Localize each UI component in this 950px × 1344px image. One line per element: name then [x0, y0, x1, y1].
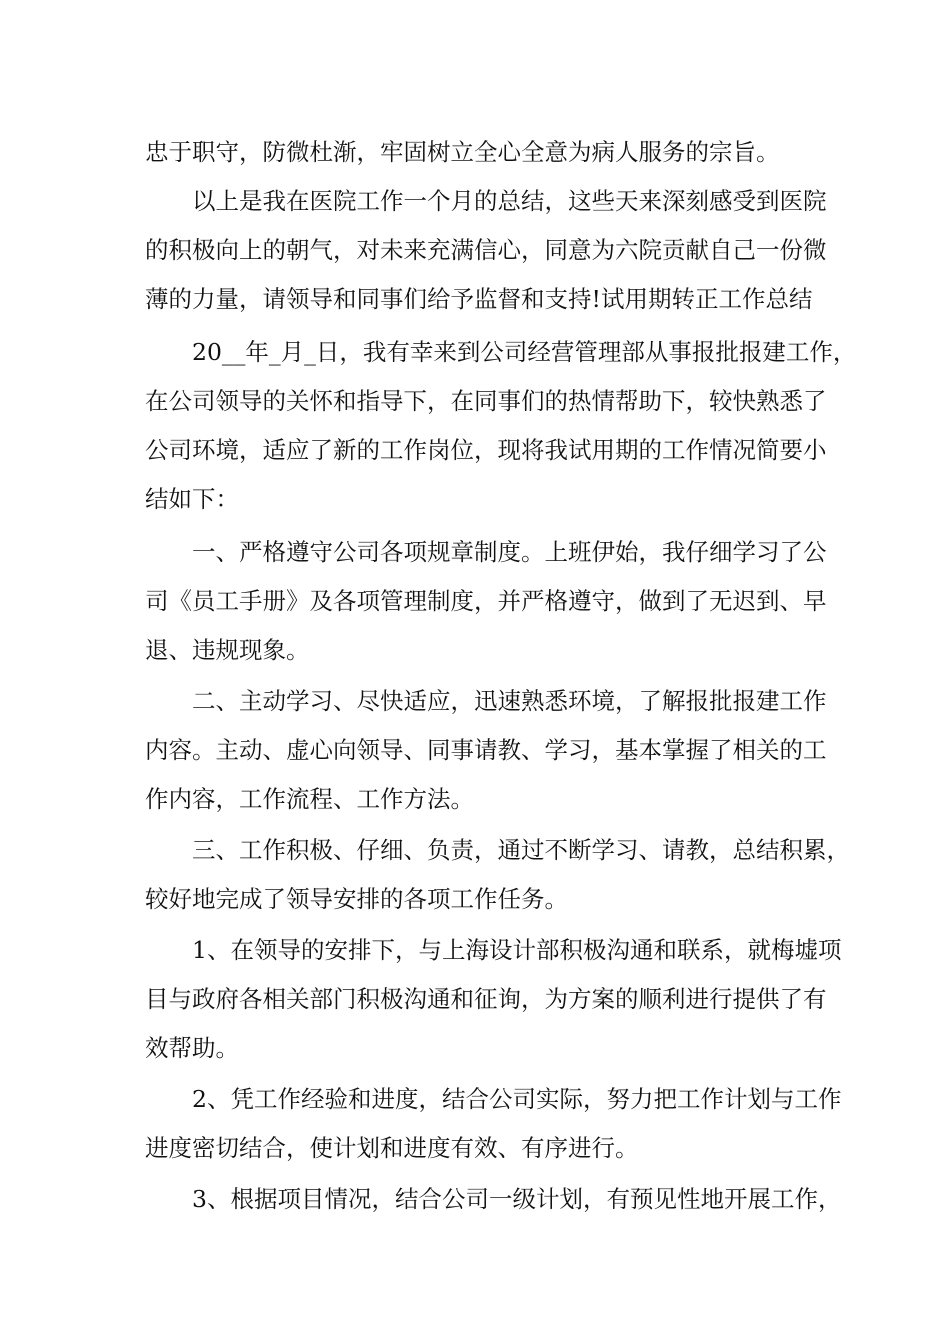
text-line: 3、根据项目情况，结合公司一级计划，有预见性地开展工作， — [192, 1185, 842, 1213]
text-line: 忠于职守，防微杜渐，牢固树立全心全意为病人服务的宗旨。 — [145, 138, 780, 166]
text-line: 公司环境，适应了新的工作岗位，现将我试用期的工作情况简要小 — [145, 436, 827, 464]
text-line: 20__年_月_日，我有幸来到公司经营管理部从事报批报建工作， — [192, 338, 857, 366]
text-line: 的积极向上的朝气，对未来充满信心，同意为六院贡献自己一份微 — [145, 236, 827, 264]
text-line: 一、严格遵守公司各项规章制度。上班伊始，我仔细学习了公 — [192, 538, 827, 566]
text-line: 目与政府各相关部门积极沟通和征询，为方案的顺利进行提供了有 — [145, 985, 827, 1013]
text-line: 内容。主动、虚心向领导、同事请教、学习，基本掌握了相关的工 — [145, 736, 827, 764]
text-line: 以上是我在医院工作一个月的总结，这些天来深刻感受到医院 — [192, 187, 827, 215]
text-line: 在公司领导的关怀和指导下，在同事们的热情帮助下，较快熟悉了 — [145, 387, 827, 415]
text-line: 薄的力量，请领导和同事们给予监督和支持!试用期转正工作总结 — [145, 285, 813, 313]
text-line: 结如下： — [145, 485, 239, 513]
text-line: 退、违规现象。 — [145, 636, 310, 664]
text-line: 较好地完成了领导安排的各项工作任务。 — [145, 885, 568, 913]
text-line: 2、凭工作经验和进度，结合公司实际，努力把工作计划与工作 — [192, 1085, 842, 1113]
text-line: 三、工作积极、仔细、负责，通过不断学习、请教，总结积累， — [192, 836, 850, 864]
text-line: 二、主动学习、尽快适应，迅速熟悉环境，了解报批报建工作 — [192, 687, 827, 715]
text-line: 进度密切结合，使计划和进度有效、有序进行。 — [145, 1134, 639, 1162]
text-line: 效帮助。 — [145, 1034, 239, 1062]
text-line: 作内容，工作流程、工作方法。 — [145, 785, 474, 813]
text-line: 1、在领导的安排下，与上海设计部积极沟通和联系，就梅墟项 — [192, 936, 842, 964]
text-line: 司《员工手册》及各项管理制度，并严格遵守，做到了无迟到、早 — [145, 587, 827, 615]
